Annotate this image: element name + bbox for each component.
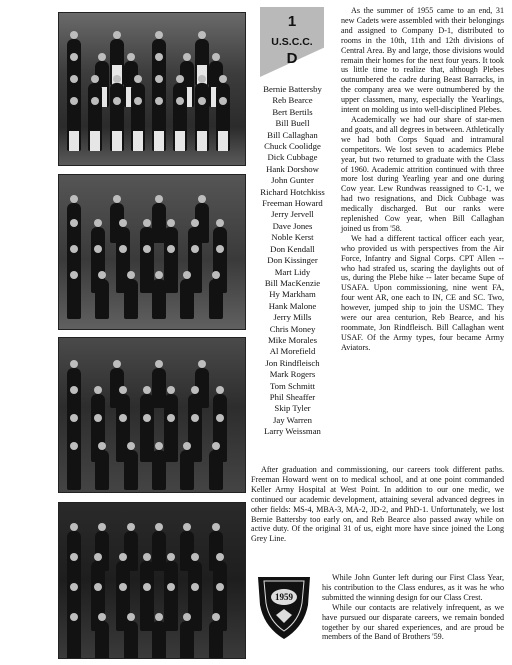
member-name: Bill MacKenzie (264, 277, 321, 288)
member-name: Don Kendall (270, 243, 315, 254)
article-paragraph: After graduation and commissioning, our careers took different paths. Freeman Howard went on to medical school, and at one point commanded Keller Army Hospital at West Point. In addition to our one medic, we continued our academic development, attaining several advanced degrees in other fields: MS-4, MBA-3, MA-2, JD-2, and PhD-1. Unfortunately, we lost Bernie Battersby too early on, and Reb Bearce also passed away while on active duty. Of the original 31 of us, eight more have since joined the Long Grey Line. (251, 465, 504, 544)
article-paragraph: We had a different tactical officer each year, who provided us with perspectives from the Air Force, Infantry and Signal Corps. CPT Allen -- who had strafed us, scaring the daylights out of us, during the Plebe hike -- later became Supe of USAFA. Upon commissioning, nine went FA, four went AR, one each to IN, CE and SC. Two, however, jumped ship to join the USMC. They were our area centurion, Reb Bearce, and his roommate, Jon Rindfleisch. Bill Callaghan went USAF. Of the Army types, four became Army Aviators. (341, 233, 504, 352)
member-name: Dave Jones (272, 220, 313, 231)
member-name: Larry Weissman (264, 426, 321, 437)
member-name: Jerry Mills (273, 312, 312, 323)
cadet-figure (95, 279, 109, 319)
member-name: Mart Lidy (274, 266, 311, 277)
member-name: Noble Kerst (271, 232, 314, 243)
company-letter: D (286, 50, 298, 67)
cadet-figure (95, 621, 109, 659)
member-name: Bill Callaghan (267, 129, 318, 140)
cadet-figure (95, 450, 109, 490)
member-name: Al Morefield (269, 346, 316, 357)
cadet-figure (152, 105, 166, 151)
member-name: Bert Bertils (272, 106, 313, 117)
cadet-figure (131, 105, 145, 151)
member-name: Hank Malone (268, 300, 317, 311)
article-column (341, 6, 504, 353)
cadet-figure (67, 279, 81, 319)
article-paragraph: While our contacts are relatively infrequent, as we have pursued our disparate careers, we remain bonded together by our shared experiences, and are proud be members of the Band of Brothers '59. (322, 602, 504, 642)
cadet-figure (67, 621, 81, 659)
member-name: Skip Tyler (274, 403, 311, 414)
class-crest-icon (254, 571, 314, 641)
cadet-figure (164, 422, 178, 462)
company-photo (58, 12, 246, 166)
article-paragraph: While John Gunter left during our First Class Year, his contribution to the Class endures, as it was he who submitted the winning design for our Class Crest. (322, 573, 504, 602)
cadet-figure (88, 105, 102, 151)
cadet-figure (164, 253, 178, 293)
cadet-figure (180, 621, 194, 659)
member-name: Reb Bearce (272, 95, 313, 106)
cadet-figure (164, 591, 178, 631)
photo-figures (59, 175, 245, 329)
member-names-list (250, 84, 335, 438)
cadet-figure (67, 450, 81, 490)
member-name: Richard Hotchkiss (260, 186, 325, 197)
member-name: Phil Sheaffer (269, 391, 316, 402)
member-name: Hy Markham (269, 289, 316, 300)
member-name: John Gunter (271, 175, 314, 186)
organization-label: U.S.C.C. (271, 36, 313, 48)
member-name: Bernie Battersby (263, 84, 322, 94)
member-name: Chuck Coolidge (264, 141, 321, 152)
cadet-figure (195, 105, 209, 151)
cadet-figure (209, 279, 223, 319)
cadet-figure (152, 279, 166, 319)
cadet-figure (110, 105, 124, 151)
member-name: Chris Money (269, 323, 316, 334)
cadet-figure (124, 621, 138, 659)
company-photo (58, 337, 246, 493)
article-column-wide (251, 465, 504, 544)
member-name: Don Kissinger (267, 255, 318, 266)
crest-year: 1959 (275, 592, 293, 602)
photo-figures (59, 503, 245, 658)
cadet-figure (209, 450, 223, 490)
photo-figures (59, 13, 245, 165)
cadet-figure (180, 450, 194, 490)
article-paragraph: Academically we had our share of star-men and goats, and all degrees in between. Athletically we had both Corps Squad and intramural competitors. We lost seven to academics Plebe year, but two returned to graduate with the Class of 1960. Academic attrition continued with three more lost during Yearling year and one during Cow year. Lew Rundwas reassigned to C-1, we had two resignations, and Dick Cubbage was medically discharged. But our ranks were replenished Cow year, when Bill Callaghan joined us from '58. (341, 114, 504, 233)
regiment-number: 1 (287, 13, 297, 30)
cadet-figure (216, 105, 230, 151)
cadet-figure (209, 621, 223, 659)
cadet-figure (67, 105, 81, 151)
member-name: Mike Morales (268, 334, 317, 345)
member-name: Mark Rogers (269, 369, 316, 380)
article-column-closing (322, 573, 504, 642)
cadet-figure (173, 105, 187, 151)
company-photo (58, 174, 246, 330)
member-name: Jay Warren (273, 414, 312, 425)
member-name: Jerry Jervell (271, 209, 314, 220)
cadet-figure (124, 450, 138, 490)
member-name: Jon Rindfleisch (265, 357, 320, 368)
member-name: Hank Dorshow (266, 163, 319, 174)
company-photo (58, 502, 246, 659)
cadet-figure (152, 450, 166, 490)
photo-figures (59, 338, 245, 492)
cadet-figure (180, 279, 194, 319)
article-paragraph: As the summer of 1955 came to an end, 31 new Cadets were assembled with their belongings and assigned to Company D-1, distributed to rooms in the 10th, 11th and 12th divisions of Central Area. By and large, those divisions would remain their homes for the next four years. It took us little time to realize that, although Plebes outnumbered the cadre during Beast Barracks, in the company area we were outnumbered by the upper classmen, many, especially the Yearlings, intent on molding us into well-disciplined Plebes. (341, 6, 504, 115)
member-name: Dick Cubbage (267, 152, 318, 163)
member-name: Freeman Howard (262, 198, 323, 209)
cadet-figure (152, 621, 166, 659)
member-name: Tom Schmitt (269, 380, 315, 391)
cadet-figure (124, 279, 138, 319)
member-name: Bill Buell (275, 118, 310, 129)
